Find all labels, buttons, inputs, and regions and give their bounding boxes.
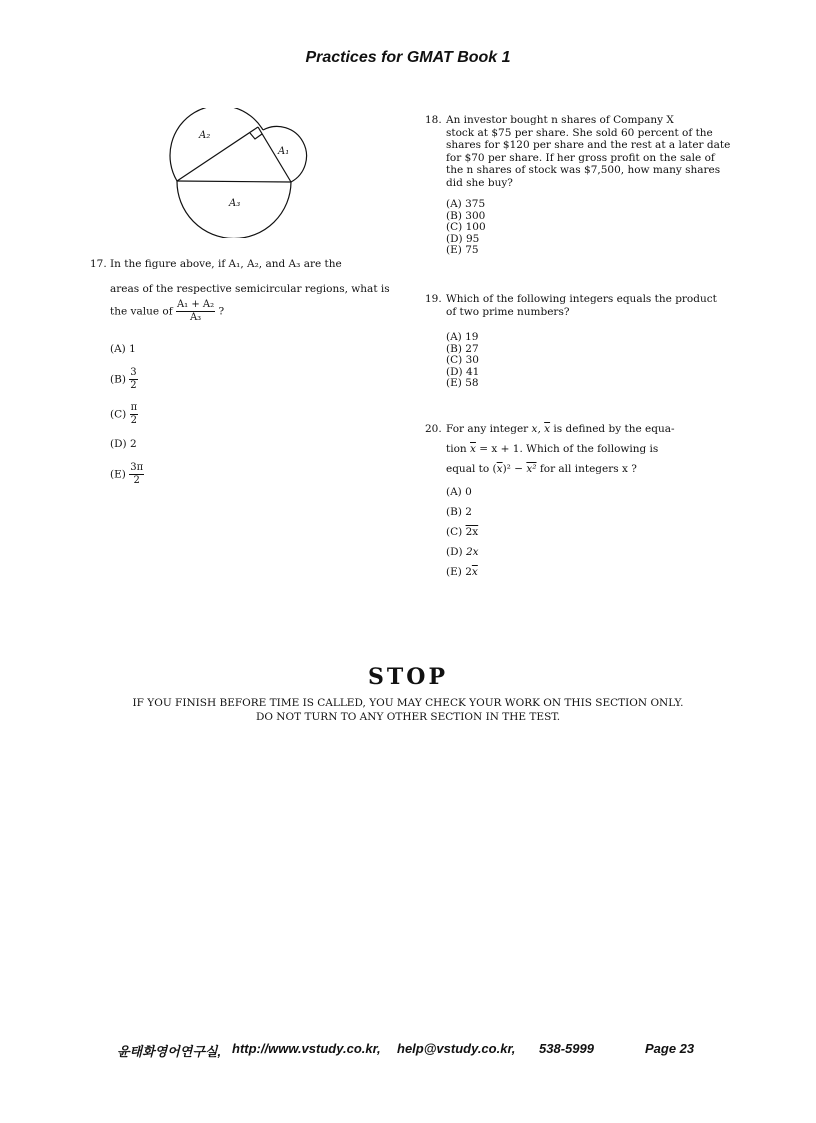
chord-left — [177, 127, 258, 181]
footer-phone: 538-5999 — [539, 1041, 594, 1056]
question-number: 19. — [425, 293, 442, 305]
answer-choices — [446, 199, 735, 257]
question-text-line: tion $\overline{x} = x + 1$. Which of the following is — [446, 443, 659, 455]
page-number: Page 23 — [645, 1041, 695, 1056]
semicircle-a3 — [177, 181, 291, 238]
semicircle-figure — [165, 108, 325, 238]
footer-org: 윤태화영어연구실, — [117, 1044, 222, 1059]
answer-choice-b[interactable]: (B) 27 — [446, 342, 479, 355]
question-number: 20. — [425, 423, 442, 435]
answer-choice-b[interactable]: (B) 300 — [446, 209, 486, 222]
question-text: An investor bought n shares of Company X stock at $75 per share. She sold 60 percent of the shares for $120 per share and the rest at a later date for $70 per share. If her gross profit on the sale of the n shares of stock was $7,500, how many shares did she buy? — [446, 114, 731, 189]
answer-choice-d[interactable]: (D) 2 — [110, 438, 137, 450]
answer-choice-b[interactable]: (B) $\frac{3}{2}$ — [110, 367, 137, 391]
answer-choice-e[interactable]: (E) $\frac{3\pi}{2}$ — [110, 462, 144, 486]
answer-choice-a[interactable]: (A) 0 — [446, 486, 472, 498]
stop-instruction-line-1: IF YOU FINISH BEFORE TIME IS CALLED, YOU MAY CHECK YOUR WORK ON THIS SECTION ONLY. — [132, 697, 684, 709]
question-number: 18. — [425, 114, 442, 126]
question-text-line: areas of the respective semicircular regions, what is — [110, 283, 390, 295]
answer-choice-d[interactable]: (D) 2x — [446, 546, 479, 558]
answer-choice-c[interactable]: (C) $\frac{\pi}{2}$ — [110, 402, 138, 426]
question-19 — [425, 293, 735, 390]
answer-choice-e[interactable]: (E) 58 — [446, 377, 479, 389]
question-number: 17. — [90, 258, 107, 270]
question-text-line: equal to $(\overline{x})^2 - x^2$ for all integers x ? — [446, 463, 637, 475]
footer-email-link[interactable]: help@vstudy.co.kr, — [397, 1041, 516, 1056]
question-17 — [90, 258, 400, 498]
answer-choice-e[interactable]: (E) $2\overline{x}$ — [446, 566, 478, 578]
page-header-title: Practices for GMAT Book 1 — [305, 49, 511, 66]
answer-choice-a[interactable]: (A) 19 — [446, 331, 479, 343]
stop-instruction-line-2: DO NOT TURN TO ANY OTHER SECTION IN THE TEST. — [255, 711, 561, 723]
answer-choice-c[interactable]: (C) 2x — [446, 526, 479, 538]
answer-choice-e[interactable]: (E) 75 — [446, 244, 479, 256]
semicircle-a2 — [170, 108, 263, 181]
footer-url-link[interactable]: http://www.vstudy.co.kr, — [232, 1041, 381, 1056]
question-text-line: For any integer x, $\overline{x}$ is defined by the equa- — [446, 423, 675, 435]
question-text: Which of the following integers equals the product of two prime numbers? — [446, 293, 717, 318]
fraction: $\frac{\text{A₁ + A₂}}{\text{A₃}}$ — [176, 299, 215, 323]
label-a3: A₃ — [229, 198, 241, 209]
question-18 — [425, 114, 735, 257]
answer-choice-a[interactable]: (A) 375 — [446, 198, 486, 210]
question-20 — [425, 419, 735, 582]
answer-choice-a[interactable]: (A) 1 — [110, 343, 136, 355]
question-text-line: the value of $\frac{\text{A₁ + A₂}}{\text{A₃}}$ ? — [110, 299, 225, 323]
answer-choice-c[interactable]: (C) 30 — [446, 354, 479, 366]
answer-choice-c[interactable]: (C) 100 — [446, 221, 486, 233]
question-text-line: In the figure above, if A₁, A₂, and A₃ are the — [110, 258, 342, 270]
answer-choice-d[interactable]: (D) 95 — [446, 232, 480, 245]
answer-choice-b[interactable]: (B) 2 — [446, 506, 472, 518]
stop-heading: STOP — [368, 664, 448, 690]
answer-choice-d[interactable]: (D) 41 — [446, 365, 480, 378]
diameter-line — [177, 181, 291, 182]
label-a1: A₁ — [278, 146, 290, 157]
label-a2: A₂ — [199, 130, 211, 141]
answer-choices — [446, 482, 735, 582]
answer-choices — [446, 332, 735, 390]
